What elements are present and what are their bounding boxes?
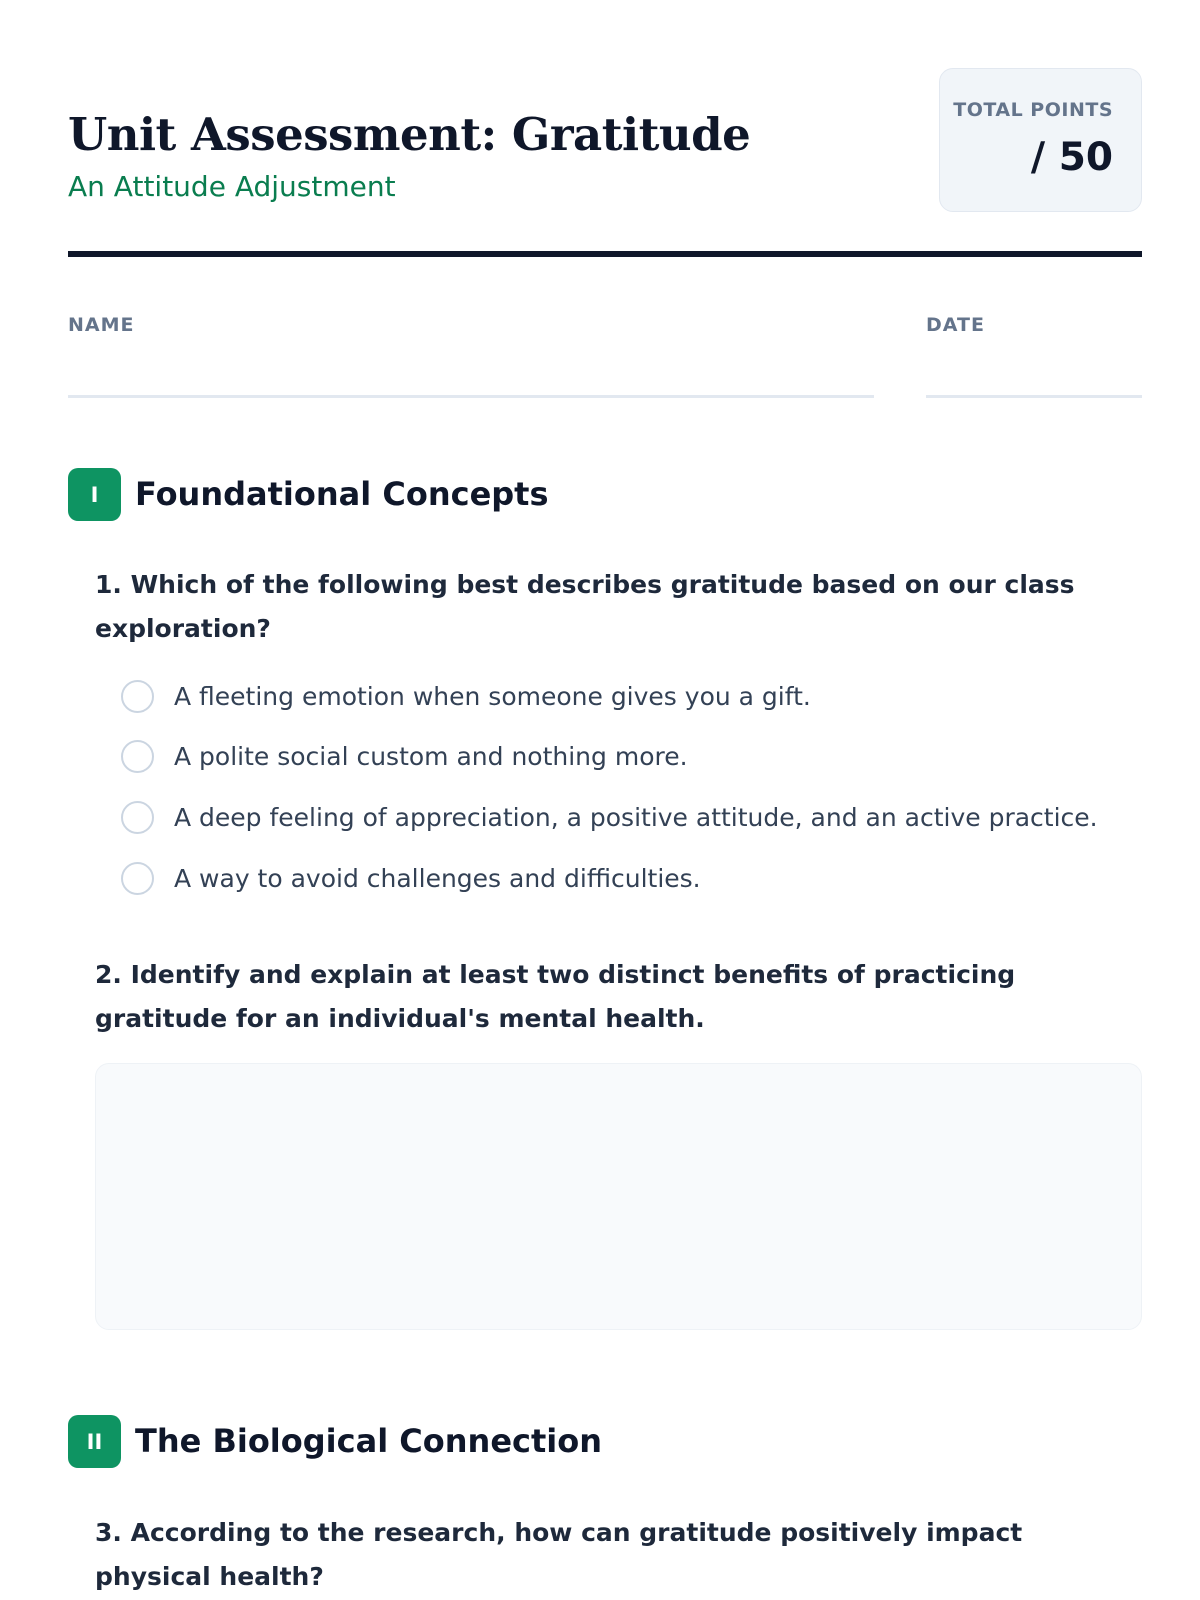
radio-button[interactable] (121, 862, 154, 895)
section-numeral-badge: I (68, 468, 121, 521)
radio-button[interactable] (121, 740, 154, 773)
assessment-page (68, 0, 1142, 1600)
section-numeral-badge: II (68, 1415, 121, 1468)
date-field[interactable] (926, 395, 1142, 398)
option-label: A deep feeling of appreciation, a positive attitude, and an active practice. (174, 802, 1098, 832)
total-points-box (939, 68, 1142, 212)
assessment-header (68, 0, 1142, 258)
question-2-answer-box[interactable] (95, 1063, 1142, 1330)
section-title: The Biological Connection (135, 1422, 603, 1460)
question-1-option-d[interactable] (121, 860, 701, 896)
option-label: A fleeting emotion when someone gives you a gift. (174, 681, 811, 711)
question-1-text: 1. Which of the following best describes gratitude based on our class exploration? (95, 570, 1075, 643)
radio-button[interactable] (121, 801, 154, 834)
page-title: Unit Assessment: Gratitude (68, 108, 751, 161)
option-label: A way to avoid challenges and difficulties. (174, 863, 701, 893)
total-points-value: / 50 (1030, 135, 1113, 180)
question-3-text: 3. According to the research, how can gratitude positively impact physical health? (95, 1518, 1023, 1591)
radio-button[interactable] (121, 680, 154, 713)
header-divider (68, 251, 1142, 257)
option-label: A polite social custom and nothing more. (174, 741, 688, 771)
question-2-text: 2. Identify and explain at least two distinct benefits of practicing gratitude for an individual's mental health. (95, 960, 1016, 1033)
name-field[interactable] (68, 395, 874, 398)
section-title: Foundational Concepts (135, 475, 549, 513)
question-1-option-c[interactable] (121, 799, 1098, 835)
name-label: NAME (68, 314, 135, 336)
total-points-label: TOTAL POINTS (953, 99, 1113, 121)
page-subtitle: An Attitude Adjustment (68, 170, 396, 203)
date-label: DATE (926, 314, 985, 336)
question-1-option-b[interactable] (121, 738, 688, 774)
question-1-option-a[interactable] (121, 678, 811, 714)
